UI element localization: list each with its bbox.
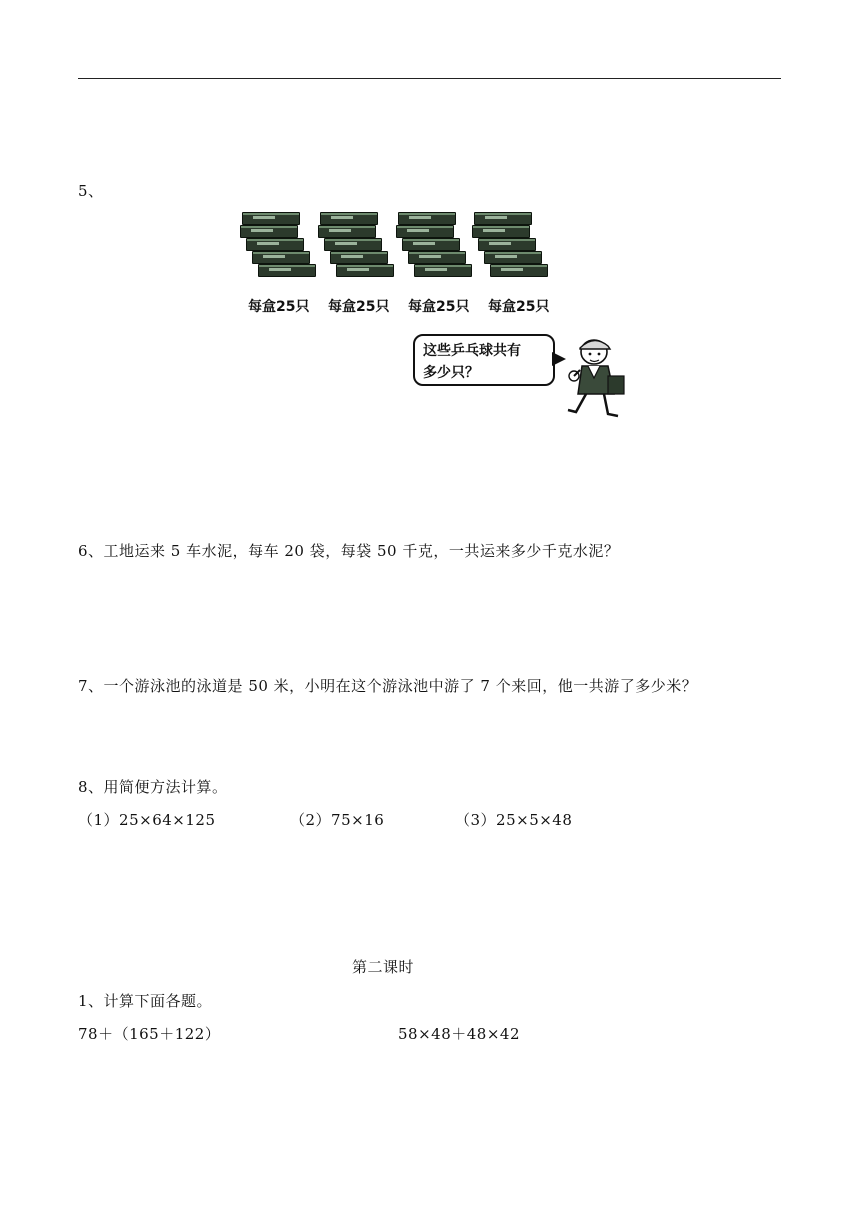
box-stack-4 <box>470 212 550 287</box>
expression-2: 58×48＋48×42 <box>398 1025 520 1043</box>
speech-line-2: 多少只？ <box>423 365 479 381</box>
box-stack-2 <box>316 212 396 287</box>
question-7: 7、一个游泳池的泳道是 50 米，小明在这个游泳池中游了 7 个来回，他一共游了多少米？ <box>78 677 698 695</box>
question-8-item-3: （3）25×5×48 <box>455 811 573 829</box>
question-6: 6、工地运来 5 车水泥，每车 20 袋，每袋 50 千克，一共运来多少千克水泥？ <box>78 542 620 560</box>
question-5-number: 5、 <box>78 182 104 200</box>
question-8-title: 8、用简便方法计算。 <box>78 778 228 796</box>
box-stack-1 <box>238 212 318 287</box>
speech-bubble <box>413 334 555 386</box>
box-label-1: 每盒25只 <box>248 299 310 315</box>
box-label-4: 每盒25只 <box>488 299 550 315</box>
box-stack-3 <box>394 212 474 287</box>
ping-pong-boxes-illustration <box>238 212 568 322</box>
header-rule <box>78 78 781 79</box>
speech-line-1: 这些乒乓球共有 <box>423 343 521 359</box>
question-8-item-1: （1）25×64×125 <box>78 811 216 829</box>
question-8-item-2: （2）75×16 <box>290 811 385 829</box>
boy-cartoon-icon <box>564 336 630 420</box>
box-label-2: 每盒25只 <box>328 299 390 315</box>
lesson-2-title: 第二课时 <box>352 958 415 976</box>
box-label-3: 每盒25只 <box>408 299 470 315</box>
lesson-2-question-1-title: 1、计算下面各题。 <box>78 992 213 1010</box>
expression-1: 78＋（165＋122） <box>78 1025 221 1043</box>
